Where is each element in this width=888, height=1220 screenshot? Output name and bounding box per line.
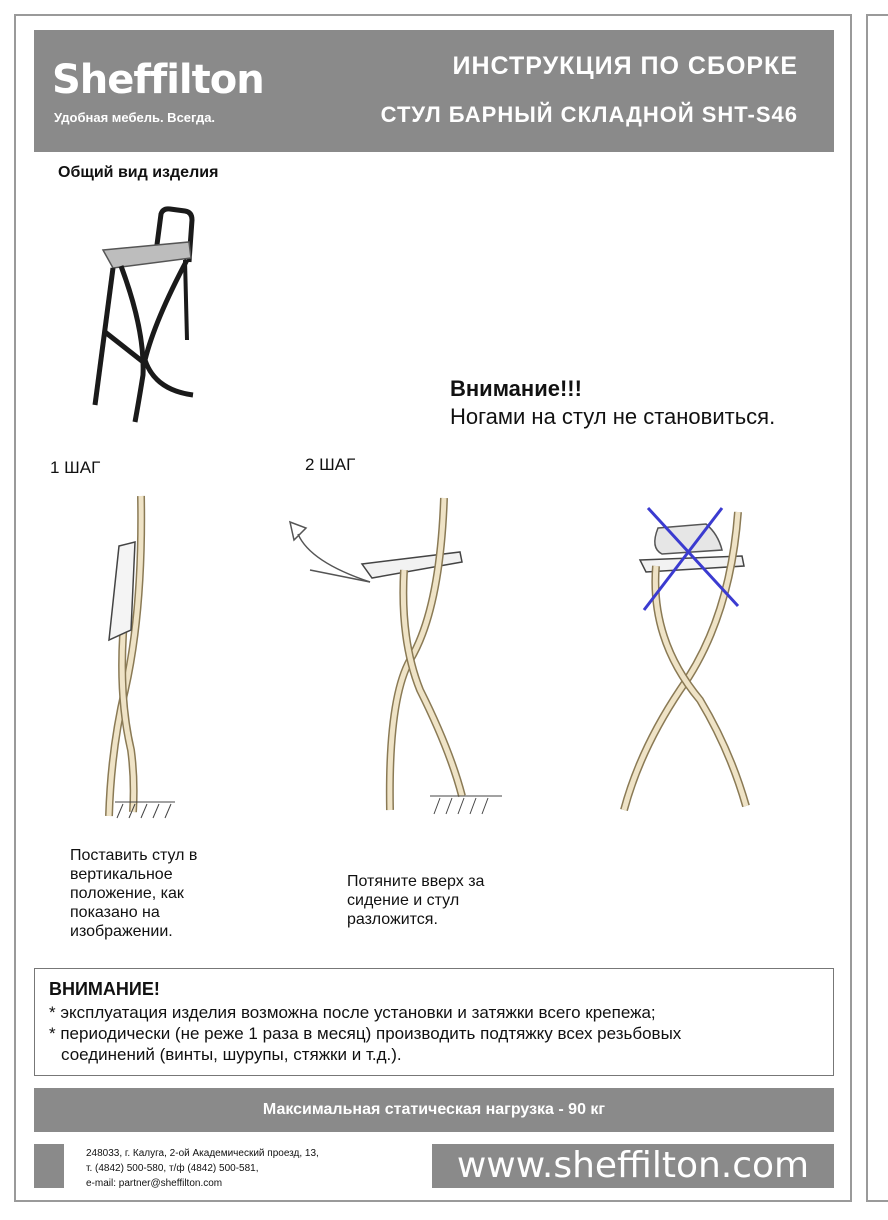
brand-logo: Sheffilton <box>52 57 264 103</box>
no-standing-crossed-image <box>610 500 760 820</box>
step-2-unfolding-chair-image <box>280 490 510 830</box>
website-link[interactable]: www.sheffilton.com <box>432 1144 834 1188</box>
step-1-label: 1 ШАГ <box>50 458 101 477</box>
notice-item-2: * периодически (не реже 1 раза в месяц) производить подтяжку всех резьбовых <box>49 1024 682 1043</box>
chair-overview-image <box>75 200 215 430</box>
step-2-caption: Потяните вверх за сидение и стул разложится. <box>347 873 485 928</box>
document-title: ИНСТРУКЦИЯ ПО СБОРКЕ <box>452 52 798 80</box>
max-load-banner: Максимальная статическая нагрузка - 90 кг <box>34 1088 834 1132</box>
next-page-edge <box>866 14 888 1202</box>
overview-label: Общий вид изделия <box>58 164 219 181</box>
warning-text: Ногами на стул не становиться. <box>450 404 776 429</box>
notice-box <box>34 968 834 1076</box>
warning-title: Внимание!!! <box>450 376 582 401</box>
product-title: СТУЛ БАРНЫЙ СКЛАДНОЙ SHT-S46 <box>380 102 798 127</box>
notice-item-2-continued: соединений (винты, шурупы, стяжки и т.д.). <box>61 1045 402 1064</box>
step-1-folded-chair-image <box>95 490 185 830</box>
notice-title: ВНИМАНИЕ! <box>49 979 160 999</box>
header-banner <box>34 30 834 152</box>
footer-address <box>86 1146 319 1191</box>
address-line-3: e-mail: partner@sheffilton.com <box>86 1178 223 1189</box>
address-line-2: т. (4842) 500-580, т/ф (4842) 500-581, <box>86 1163 259 1174</box>
brand-tagline: Удобная мебель. Всегда. <box>54 110 216 125</box>
address-line-1: 248033, г. Калуга, 2-ой Академический проезд, 13, <box>86 1148 319 1159</box>
step-1-caption: Поставить стул в вертикальное положение, как показано на изображении. <box>70 847 198 940</box>
footer-decoration <box>34 1144 64 1188</box>
step-2-label: 2 ШАГ <box>305 455 356 474</box>
notice-item-1: * эксплуатация изделия возможна после установки и затяжки всего крепежа; <box>49 1003 656 1022</box>
